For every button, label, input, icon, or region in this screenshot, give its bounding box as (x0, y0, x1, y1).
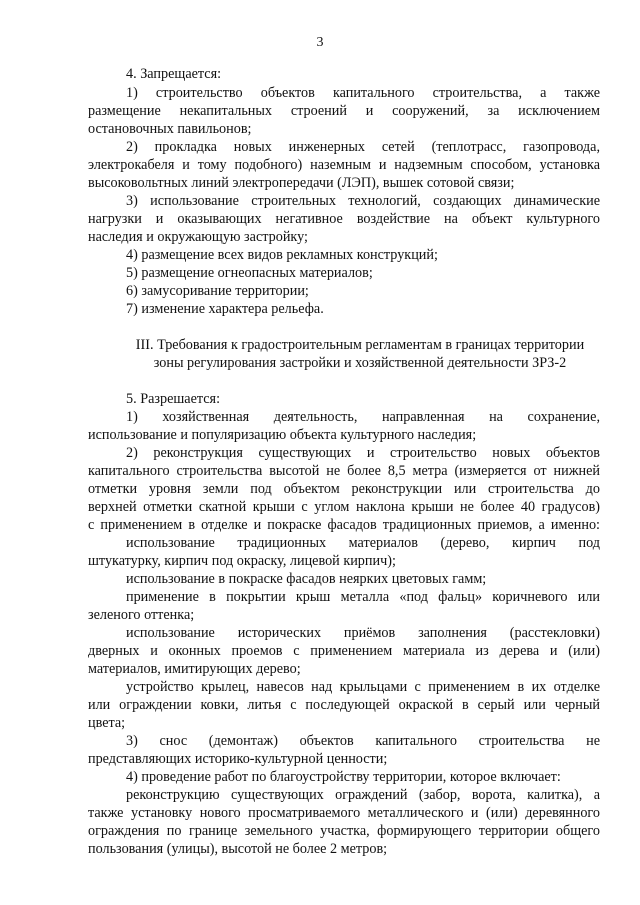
text-line: 1) строительство объектов капитального строительства, а также (126, 85, 600, 101)
text-line: штукатурку, кирпич под окраску, лицевой кирпич); (88, 553, 396, 569)
section-heading-line2: зоны регулирования застройки и хозяйственной деятельности ЗРЗ-2 (153, 355, 567, 371)
text-line: 6) замусоривание территории; (126, 283, 309, 299)
text-line: 3) использование строительных технологий, создающих динамические (126, 193, 600, 209)
text-line: 2) реконструкция существующих и строительство новых объектов (126, 445, 600, 461)
item-heading-prohibited: 4. Запрещается: (126, 66, 222, 82)
text-line: капитального строительства высотой не более 8,5 метра (измеряется от нижней (88, 463, 600, 479)
text-line: дверных и оконных проемов с применением материала из дерева и (или) (88, 643, 600, 659)
text-line: реконструкцию существующих ограждений (забор, ворота, калитка), а (126, 787, 600, 803)
text-line: высоковольтных линий электропередачи (ЛЭП), вышек сотовой связи; (88, 175, 515, 191)
text-line: наследия и окружающую застройку; (88, 229, 308, 245)
text-line: 4) размещение всех видов рекламных конструкций; (126, 247, 438, 263)
text-line: отметки уровня земли под объектом реконструкции или строительства до (88, 481, 600, 497)
text-line: цвета; (88, 715, 126, 731)
section-heading: III. Требования к градостроительным регламентам в границах территории (135, 337, 585, 353)
text-line: или ограждении ковки, литья с последующей окраской в серый или черный (88, 697, 600, 713)
text-line: с применением в отделке и покраске фасадов традиционных приемов, а именно: (88, 517, 600, 533)
text-line: 7) изменение характера рельефа. (126, 301, 324, 317)
text-line: остановочных павильонов; (88, 121, 252, 137)
text-line: верхней отметки скатной крыши с углом наклона крыши не более 40 градусов) (88, 499, 600, 515)
text-line: нагрузки и оказывающих негативное воздействие на объект культурного (88, 211, 600, 227)
text-line: электрокабеля и тому подобного) наземным и надземным способом, установка (88, 157, 600, 173)
text-line: использование традиционных материалов (дерево, кирпич под (126, 535, 600, 551)
text-line: ограждения по границе земельного участка, формирующего территории общего (88, 823, 600, 839)
text-line: материалов, имитирующих дерево; (88, 661, 301, 677)
text-line: устройство крылец, навесов над крыльцами с применением в их отделке (126, 679, 600, 695)
text-line: представляющих историко-культурной ценности; (88, 751, 388, 767)
item-heading-permitted: 5. Разрешается: (126, 391, 221, 407)
page-number: 3 (316, 35, 324, 50)
text-line: зеленого оттенка; (88, 607, 195, 623)
text-line: 3) снос (демонтаж) объектов капитального строительства не (126, 733, 600, 749)
text-line: размещение некапитальных строений и сооружений, за исключением (88, 103, 600, 119)
text-line: применение в покрытии крыш металла «под фальц» коричневого или (126, 589, 600, 605)
text-line: 1) хозяйственная деятельность, направленная на сохранение, (126, 409, 600, 425)
text-line: использование в покраске фасадов неярких цветовых гамм; (126, 571, 487, 587)
text-line: 5) размещение огнеопасных материалов; (126, 265, 373, 281)
text-line: 2) прокладка новых инженерных сетей (теплотрасс, газопровода, (126, 139, 600, 155)
text-line: использование исторических приёмов заполнения (расстекловки) (126, 625, 600, 641)
text-line: пользования (улицы), высотой не более 2 метров; (88, 841, 388, 857)
text-line: 4) проведение работ по благоустройству территории, которое включает: (126, 769, 561, 785)
text-line: использование и популяризацию объекта культурного наследия; (88, 427, 477, 443)
text-line: также установку нового просматриваемого металлического и (или) деревянного (88, 805, 600, 821)
